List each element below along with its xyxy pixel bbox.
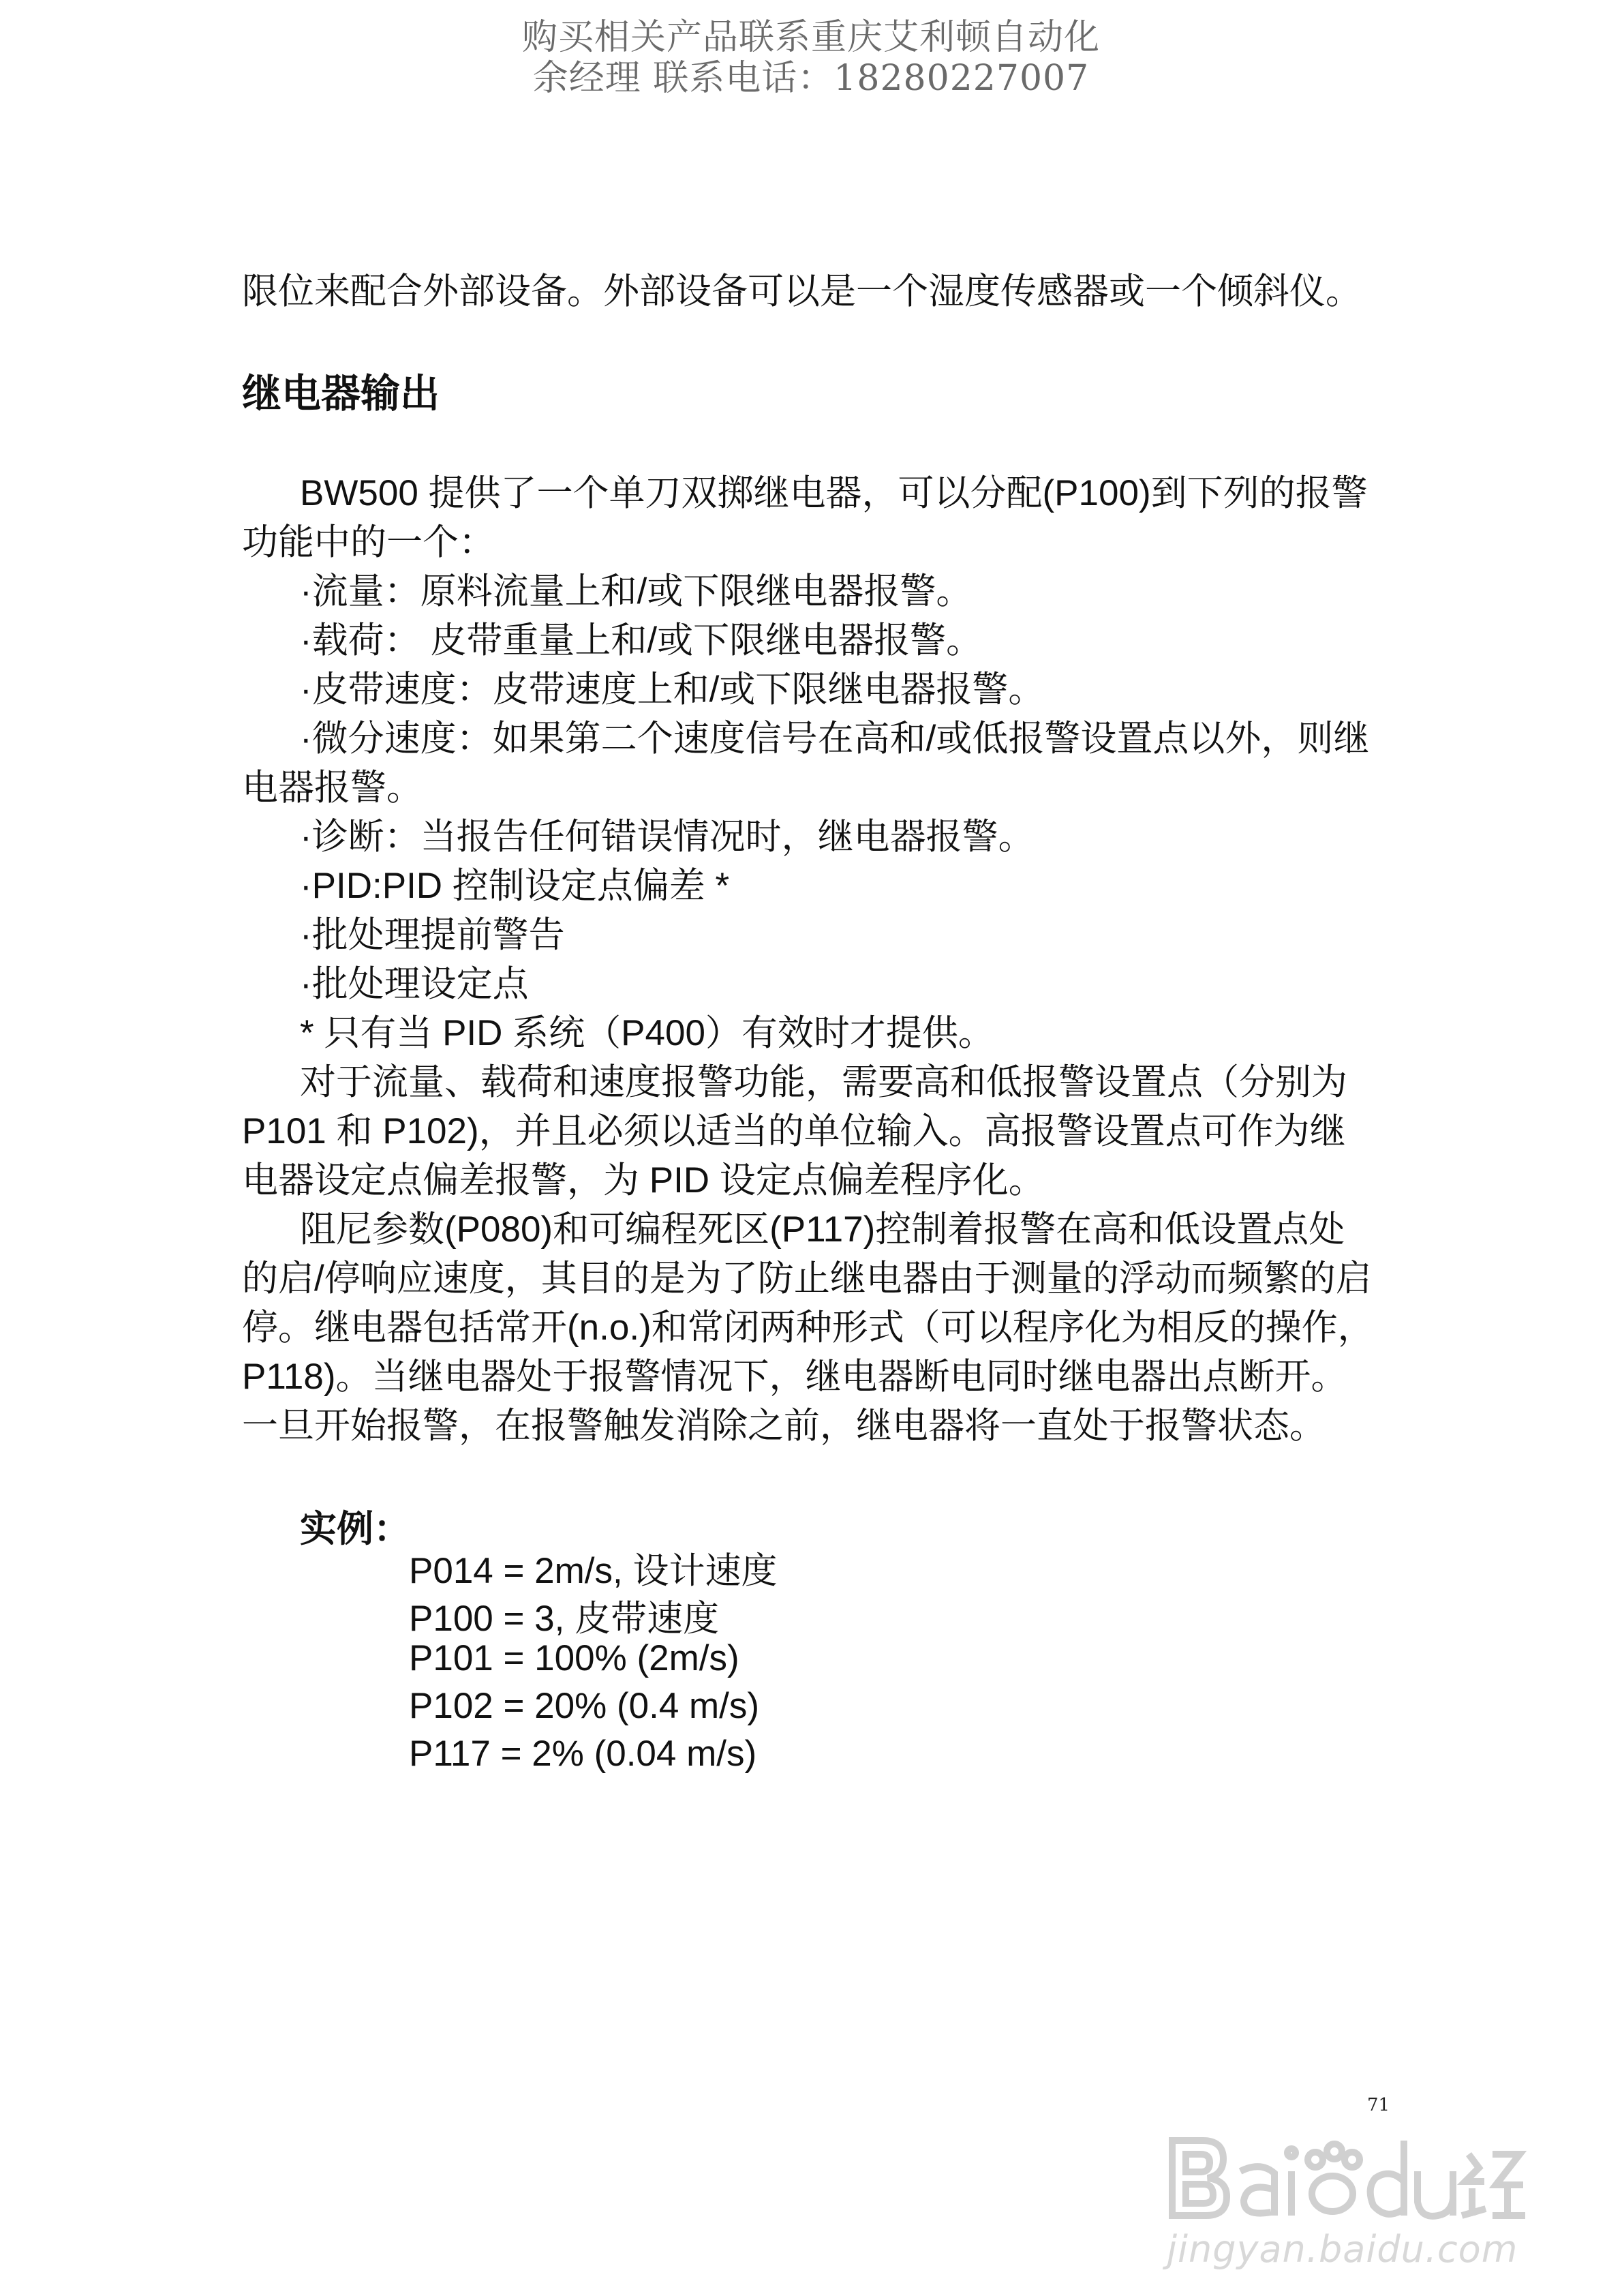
- header-contact-line-1: 购买相关产品联系重庆艾利顿自动化: [521, 17, 1100, 58]
- list-item-diagnostic: ·诊断：当报告任何错误情况时，继电器报警。: [300, 817, 1035, 857]
- intro-paragraph: 限位来配合外部设备。外部设备可以是一个湿度传感器或一个倾斜仪。: [242, 271, 1362, 312]
- paragraph-3-line-2: 的启/停响应速度，其目的是为了防止继电器由于测量的浮动而频繁的启: [242, 1258, 1372, 1299]
- header-contact-line-2: 余经理 联系电话：18280227007: [532, 58, 1090, 99]
- paragraph-3-line-4: P118)。当继电器处于报警情况下，继电器断电同时继电器出点断开。: [242, 1357, 1347, 1397]
- list-item-flow: ·流量：原料流量上和/或下限继电器报警。: [300, 571, 973, 611]
- paragraph-3-line-1: 阻尼参数(P080)和可编程死区(P117)控制着报警在高和低设置点处: [300, 1209, 1345, 1250]
- list-item-batch-pre-warn: ·批处理提前警告: [300, 915, 565, 955]
- list-item-diff-speed: ·微分速度：如果第二个速度信号在高和/或低报警设置点以外，则继: [300, 719, 1370, 759]
- example-line-p102: P102 = 20% (0.4 m/s): [409, 1686, 760, 1726]
- paragraph-1-line-2: 功能中的一个：: [242, 522, 495, 562]
- example-line-p100: P100 = 3, 皮带速度: [409, 1599, 720, 1639]
- paragraph-1-line-1: BW500 提供了一个单刀双掷继电器，可以分配(P100)到下列的报警: [300, 473, 1368, 513]
- paragraph-3-line-5: 一旦开始报警，在报警触发消除之前，继电器将一直处于报警状态。: [242, 1406, 1326, 1446]
- list-footnote: * 只有当 PID 系统（P400）有效时才提供。: [300, 1013, 994, 1053]
- paragraph-3-line-3: 停。继电器包括常开(n.o.)和常闭两种形式（可以程序化为相反的操作，: [242, 1308, 1374, 1348]
- example-line-p014: P014 = 2m/s, 设计速度: [409, 1551, 778, 1591]
- page-number: 71: [1367, 2095, 1390, 2115]
- list-item-load: ·载荷： 皮带重量上和/或下限继电器报警。: [300, 620, 983, 661]
- paragraph-2-line-3: 电器设定点偏差报警，为 PID 设定点偏差程序化。: [242, 1160, 1045, 1200]
- example-title: 实例：: [300, 1509, 410, 1550]
- paragraph-2-line-1: 对于流量、载荷和速度报警功能，需要高和低报警设置点（分别为: [300, 1062, 1347, 1102]
- list-item-belt-speed: ·皮带速度：皮带速度上和/或下限继电器报警。: [300, 669, 1045, 710]
- list-item-batch-setpoint: ·批处理设定点: [300, 964, 529, 1004]
- paragraph-2-line-2: P101 和 P102)，并且必须以适当的单位输入。高报警设置点可作为继: [242, 1111, 1346, 1151]
- example-line-p117: P117 = 2% (0.04 m/s): [409, 1734, 757, 1774]
- section-title: 继电器输出: [242, 372, 440, 416]
- watermark-url: jingyan.baidu.com: [1167, 2228, 1518, 2271]
- list-item-diff-speed-cont: 电器报警。: [242, 768, 423, 808]
- list-item-pid: ·PID:PID 控制设定点偏差 *: [300, 866, 730, 906]
- example-line-p101: P101 = 100% (2m/s): [409, 1638, 739, 1678]
